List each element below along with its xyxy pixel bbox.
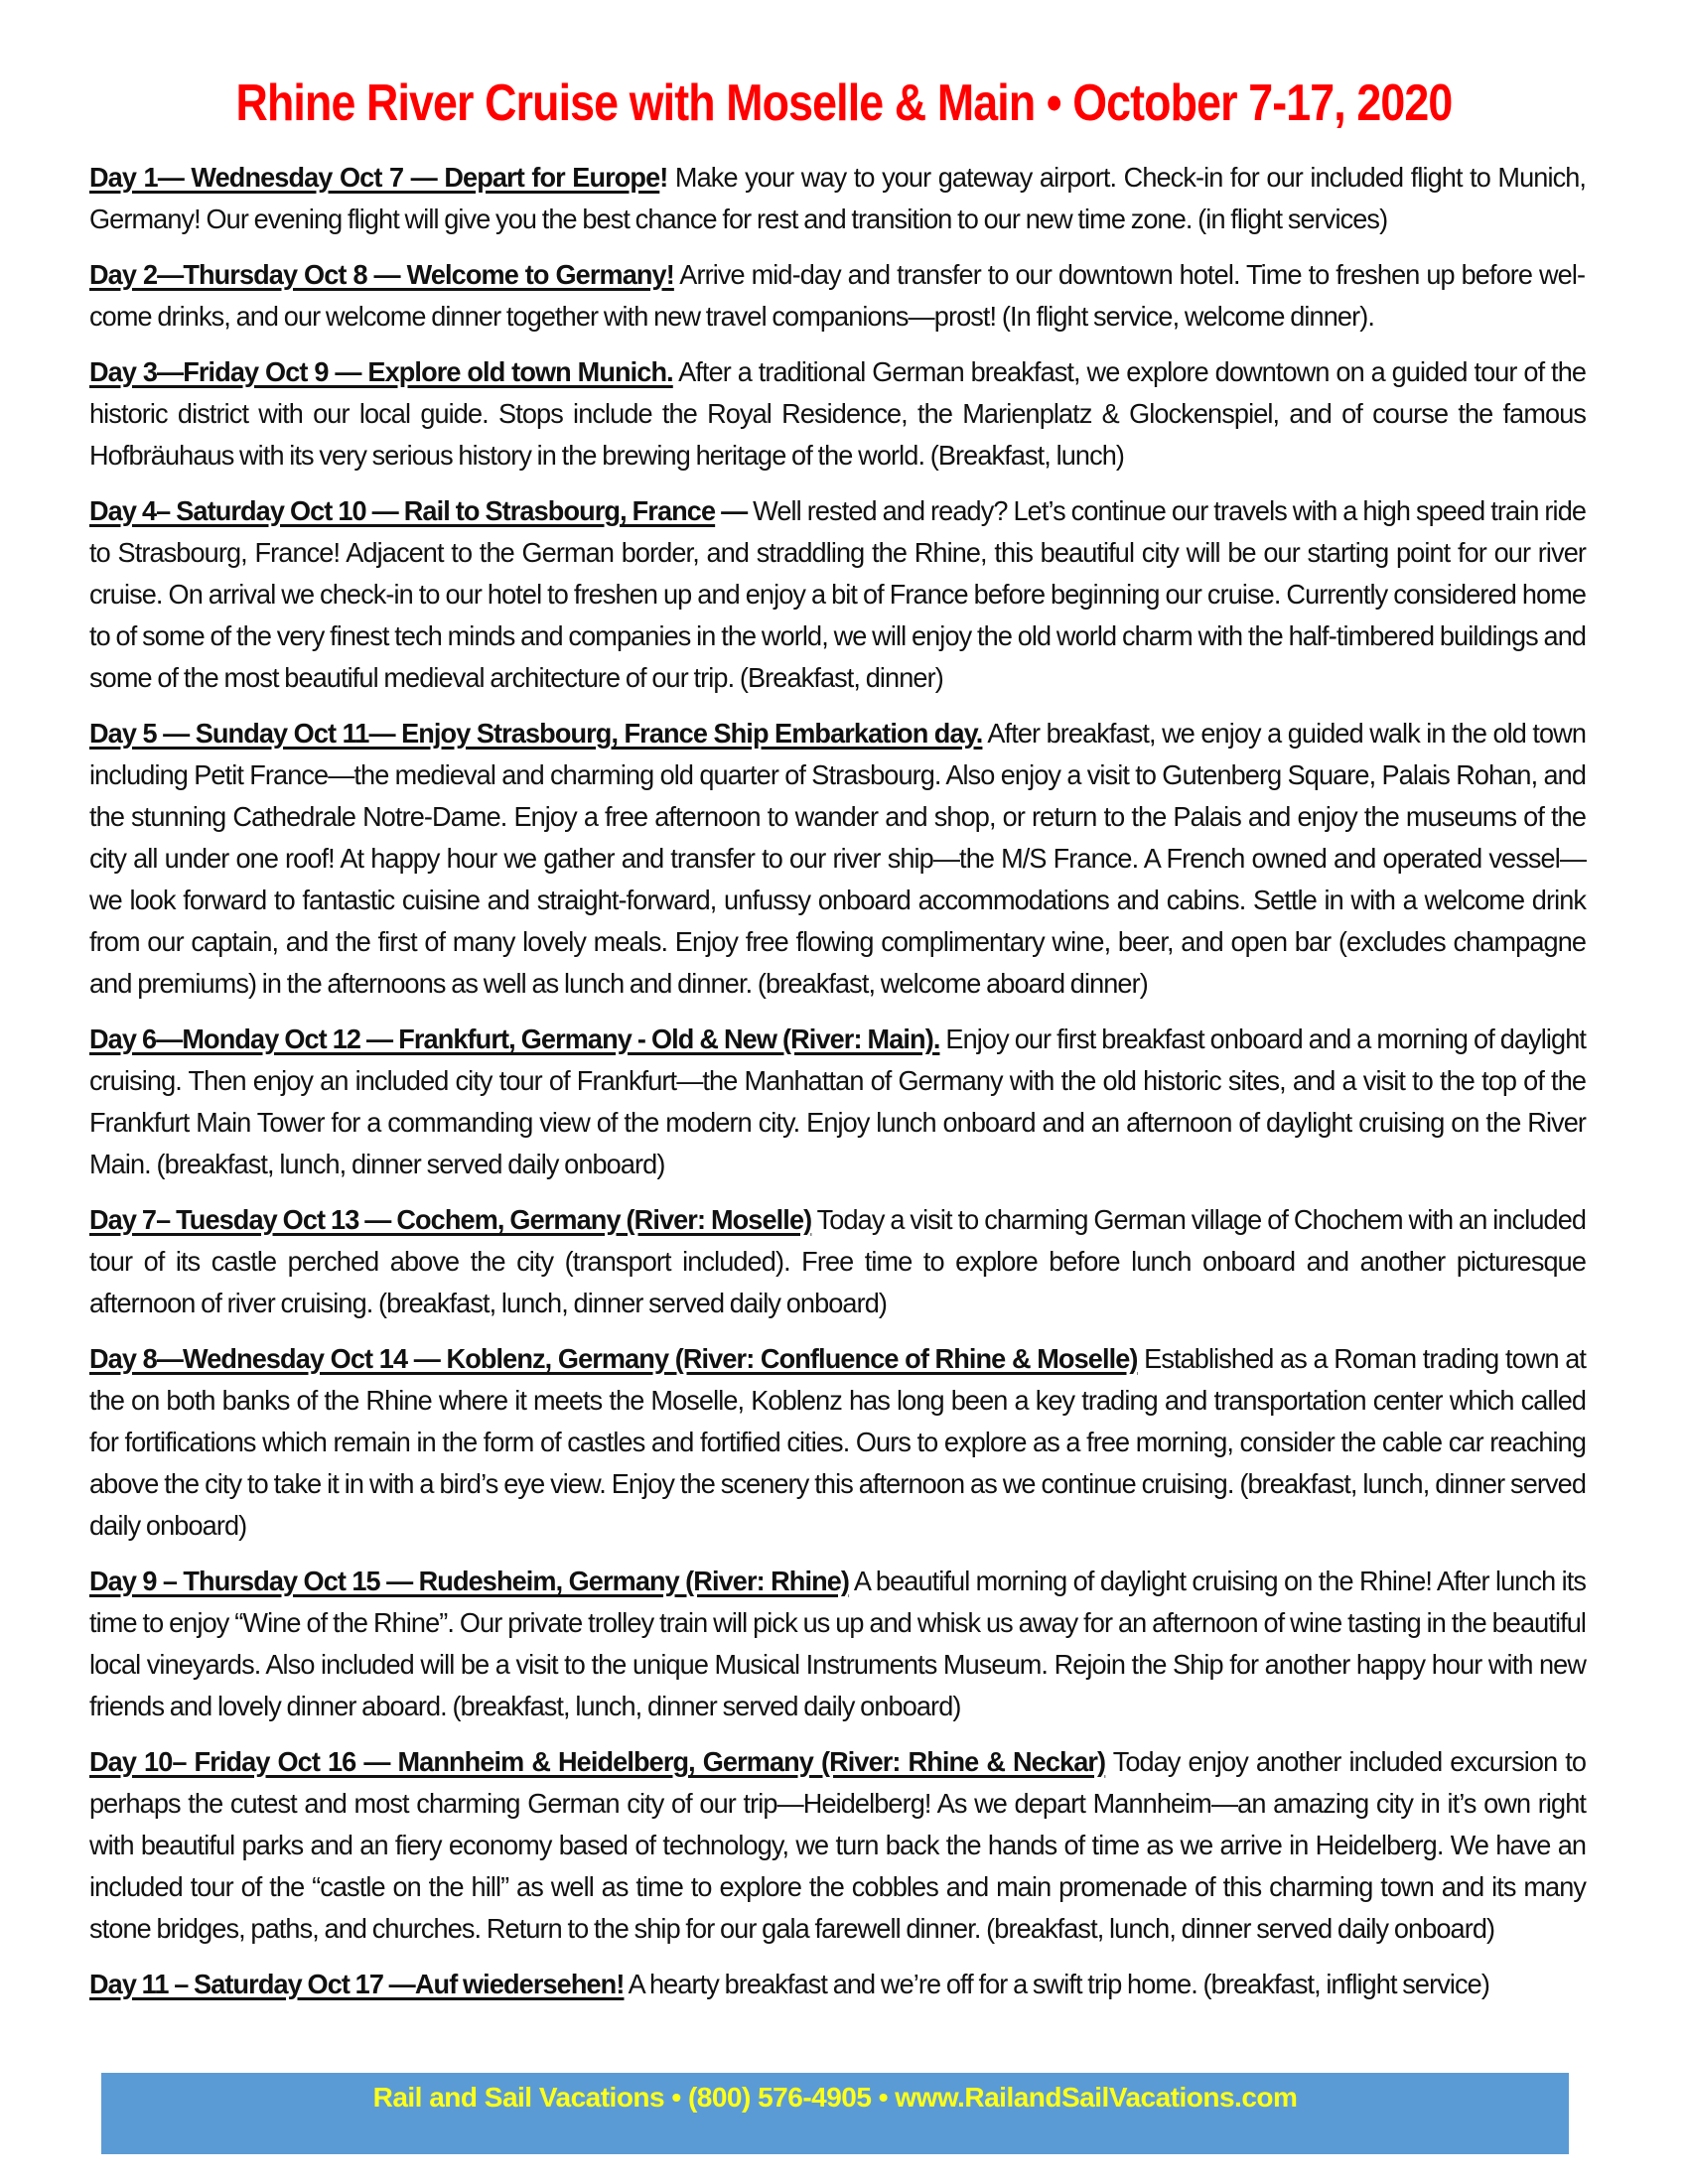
day-2: [89, 254, 1586, 338]
day-9: [89, 1561, 1586, 1727]
day-8: [89, 1338, 1586, 1547]
day-heading: Day 2—Thursday Oct 8 — Welcome to Germany!: [89, 259, 674, 290]
day-description: Today a visit to charming German village of Chochem with an included tour of its castle perched above the city (transport included). Free time to explore before lunch onboard and another picturesque afternoon of river cruising. (breakfast, lunch, dinner served daily onboard): [89, 1204, 1587, 1318]
day-description: Enjoy our first breakfast onboard and a morning of daylight cruising. Then enjoy an included city tour of Frankfurt—the Manhattan of Germany with the old historic sites, and a visit to the top of the Frankfurt Main Tower for a commanding view of the modern city. Enjoy lunch onboard and an afternoon of daylight cruising on the River Main. (breakfast, lunch, dinner served daily onboard): [89, 1024, 1587, 1179]
day-description: Today enjoy another included excursion to perhaps the cutest and most charming German city of our trip—Heidelberg! As we depart Mannheim—an amazing city in it’s own right with beautiful parks and an fiery economy based of technology, we turn back the hands of time as we arrive in Heidelberg. We have an included tour of the “castle on the hill” as well as time to explore the cobbles and main promenade of this charming town and its many stone bridges, paths, and churches. Return to the ship for our gala farewell dinner. (breakfast, lunch, dinner served daily onboard): [89, 1746, 1587, 1944]
day-description: After a traditional German breakfast, we explore downtown on a guided tour of the historic district with our local guide. Stops include the Royal Residence, the Marienplatz & Glockenspiel, and of course the famous Hofbräuhaus with its very serious history in the brewing heritage of the world. (Breakfast, lunch): [89, 356, 1587, 471]
day-heading: Day 5 — Sunday Oct 11— Enjoy Strasbourg, France Ship Embarkation day.: [89, 718, 983, 749]
contact-info: Rail and Sail Vacations • (800) 576-4905 • www.RailandSailVacations.com: [372, 2082, 1298, 2113]
day-heading-suffix: —: [715, 495, 748, 526]
day-description: Established as a Roman trading town at the on both banks of the Rhine where it meets the Moselle, Koblenz has long been a key trading and transportation center which called for fortifications which remain in the form of castles and fortified cities. Ours to explore as a free morning, consider the cable car reaching above the city to take it in with a bird’s eye view. Enjoy the scenery this afternoon as we continue cruising. (breakfast, lunch, dinner served daily onboard): [89, 1343, 1587, 1541]
day-7: [89, 1199, 1586, 1324]
day-description: A hearty breakfast and we’re off for a swift trip home. (breakfast, inflight service): [624, 1969, 1490, 1999]
day-description: Well rested and ready? Let’s continue our travels with a high speed train ride to Strasbourg, France! Adjacent to the German border, and straddling the Rhine, this beautiful city will be our starting point for our river cruise. On arrival we check-in to our hotel to freshen up and enjoy a bit of France before beginning our cruise. Currently considered home to of some of the very finest tech minds and companies in the world, we will enjoy the old world charm with the half-timbered buildings and some of the most beautiful medieval architecture of our trip. (Breakfast, dinner): [89, 495, 1587, 693]
contact-footer-banner: [101, 2073, 1569, 2154]
day-heading: Day 11 – Saturday Oct 17 —Auf wiedersehen!: [89, 1969, 625, 1999]
day-heading: Day 6—Monday Oct 12 — Frankfurt, Germany - Old & New (River: Main).: [89, 1024, 940, 1054]
day-4: [89, 490, 1586, 699]
day-heading: Day 10– Friday Oct 16 — Mannheim & Heidelberg, Germany (River: Rhine & Neckar): [89, 1746, 1106, 1777]
day-description: After breakfast, we enjoy a guided walk in the old town including Petit France—the medieval and charming old quarter of Strasbourg. Also enjoy a visit to Gutenberg Square, Palais Rohan, and the stunning Cathedrale Notre-Dame. Enjoy a free afternoon to wander and shop, or return to the Palais and enjoy the museums of the city all under one roof! At happy hour we gather and transfer to our river ship—the M/S France. A French owned and operated vessel—we look forward to fantastic cuisine and straight-forward, unfussy onboard accommodations and cabins. Settle in with a welcome drink from our captain, and the first of many lovely meals. Enjoy free flowing complimentary wine, beer, and open bar (excludes champagne and premiums) in the afternoons as well as lunch and dinner. (breakfast, welcome aboard dinner): [89, 718, 1587, 999]
day-heading: Day 9 – Thursday Oct 15 — Rudesheim, Germany (River: Rhine): [89, 1566, 850, 1596]
day-heading: Day 8—Wednesday Oct 14 — Koblenz, Germany (River: Confluence of Rhine & Moselle): [89, 1343, 1138, 1374]
day-heading: Day 4– Saturday Oct 10 — Rail to Strasbourg, France: [89, 495, 716, 526]
day-3: [89, 351, 1586, 477]
itinerary: [89, 157, 1609, 2019]
day-5: [89, 713, 1586, 1005]
day-heading: Day 1— Wednesday Oct 7 — Depart for Europe: [89, 162, 660, 193]
day-description: Arrive mid-day and transfer to our downtown hotel. Time to freshen up before welcome drinks, and our welcome dinner together with new travel companions—prost! (In flight service, welcome dinner).: [89, 259, 1587, 332]
page-title: Rhine River Cruise with Moselle & Main • October 7-17, 2020: [235, 74, 1453, 132]
day-11: [89, 1964, 1586, 2005]
day-description: A beautiful morning of daylight cruising on the Rhine! After lunch its time to enjoy “Wine of the Rhine”. Our private trolley train will pick us up and whisk us away for an afternoon of wine tasting in the beautiful local vineyards. Also included will be a visit to the unique Musical Instruments Museum. Rejoin the Ship for another happy hour with new friends and lovely dinner aboard. (breakfast, lunch, dinner served daily onboard): [89, 1566, 1587, 1721]
day-6: [89, 1019, 1586, 1185]
day-heading: Day 3—Friday Oct 9 — Explore old town Munich.: [89, 356, 673, 387]
day-1: [89, 157, 1586, 240]
day-heading: Day 7– Tuesday Oct 13 — Cochem, Germany (River: Moselle): [89, 1204, 812, 1235]
day-description: Make your way to your gateway airport. Check-in for our included flight to Munich, Germany! Our evening flight will give you the best chance for rest and transition to our new time zone. (in flight services): [89, 162, 1587, 234]
day-heading-suffix: !: [659, 162, 668, 193]
day-10: [89, 1741, 1586, 1950]
